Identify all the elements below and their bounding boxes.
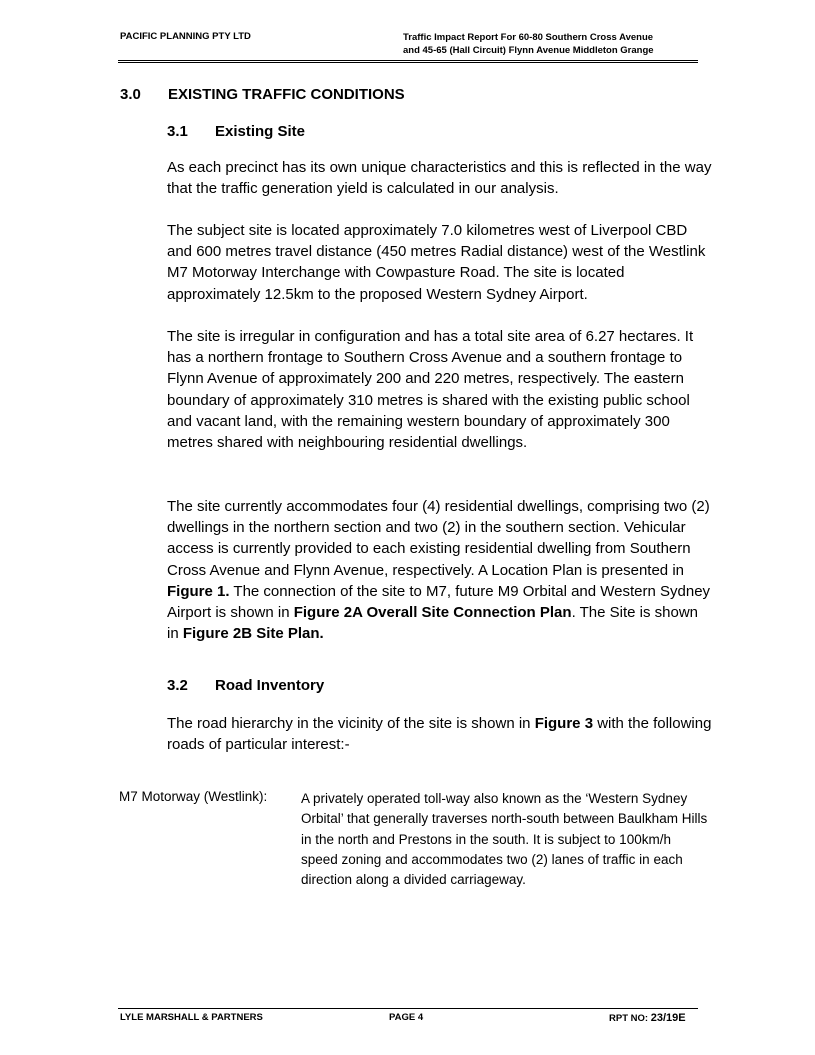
paragraph-current-use-text-b: The connection of the site to M7, future M9 Orbital and Western Sydney Airport is shown in xyxy=(167,582,711,622)
section-title: EXISTING TRAFFIC CONDITIONS xyxy=(168,86,405,103)
footer-report-number xyxy=(609,1012,686,1024)
paragraph-road-hierarchy xyxy=(167,713,712,755)
footer-firm: LYLE MARSHALL & PARTNERS xyxy=(120,1012,263,1023)
figure-2a-reference: Figure 2A Overall Site Connection Plan xyxy=(293,604,572,622)
paragraph-current-use-text-a: The site currently accommodates four (4) residential dwellings, comprising two (2) dwellings in the northern section and two (2) in the southern section. Vehicular access is currently provided to each existing residential dwelling from Southern Cross Avenue and Flynn Avenue, respectively. A Location Plan is presented in xyxy=(167,498,710,579)
subsection-1-title: Existing Site xyxy=(215,123,306,140)
road-hierarchy-text-b: with the following roads of particular interest:- xyxy=(167,715,712,754)
header-divider-second xyxy=(118,62,698,63)
subsection-1-number: 3.1 xyxy=(167,123,188,140)
figure-3-reference: Figure 3 xyxy=(534,715,594,732)
header-report-title xyxy=(403,31,654,57)
header-report-line-2: and 45-65 (Hall Circuit) Flynn Avenue Middleton Grange xyxy=(403,45,654,56)
section-number: 3.0 xyxy=(120,86,141,103)
header-divider-thin xyxy=(118,60,698,61)
road-item-description: A privately operated toll-way also known as the ‘Western Sydney Orbital’ that generally traverses north-south between Baulkham Hills in the north and Prestons in the south. It is subject to 100km/h speed zoning and accommodates two (2) lanes of traffic in each direction along a divided carriageway. xyxy=(301,791,708,888)
footer-report-code: 23/19E xyxy=(650,1012,686,1024)
header-company: PACIFIC PLANNING PTY LTD xyxy=(120,31,251,42)
road-item-term: M7 Motorway (Westlink): xyxy=(119,789,268,804)
footer-report-label: RPT NO: xyxy=(609,1013,651,1024)
footer-page-number: PAGE 4 xyxy=(389,1012,424,1023)
paragraph-current-use xyxy=(167,496,712,644)
paragraph-location: The subject site is located approximately 7.0 kilometres west of Liverpool CBD and 600 metres travel distance (450 metres Radial distance) west of the Westlink M7 Motorway Interchange with Cowpasture Road. The site is located approximately 12.5km to the proposed Western Sydney Airport. xyxy=(167,222,706,303)
header-report-line-1: Traffic Impact Report For 60-80 Southern Cross Avenue xyxy=(403,32,654,43)
subsection-2-title: Road Inventory xyxy=(215,677,325,694)
road-hierarchy-text-a: The road hierarchy in the vicinity of the site is shown in xyxy=(167,715,535,732)
paragraph-current-use-text-c: . The Site is shown in xyxy=(167,604,699,643)
paragraph-precinct: As each precinct has its own unique characteristics and this is reflected in the way that the traffic generation yield is calculated in our analysis. xyxy=(167,159,712,198)
paragraph-configuration: The site is irregular in configuration and has a total site area of 6.27 hectares. It has a northern frontage to Southern Cross Avenue and a southern frontage to Flynn Avenue of approximately 200 and 220 metres, respectively. The eastern boundary of approximately 310 metres is shared with the existing public school and vacant land, with the remaining western boundary of approximately 300 metres shared with neighbouring residential dwellings. xyxy=(167,328,694,452)
footer-divider xyxy=(118,1008,698,1009)
figure-2b-reference: Figure 2B Site Plan. xyxy=(182,625,324,643)
subsection-2-number: 3.2 xyxy=(167,677,188,694)
figure-1-reference: Figure 1. xyxy=(167,582,230,600)
